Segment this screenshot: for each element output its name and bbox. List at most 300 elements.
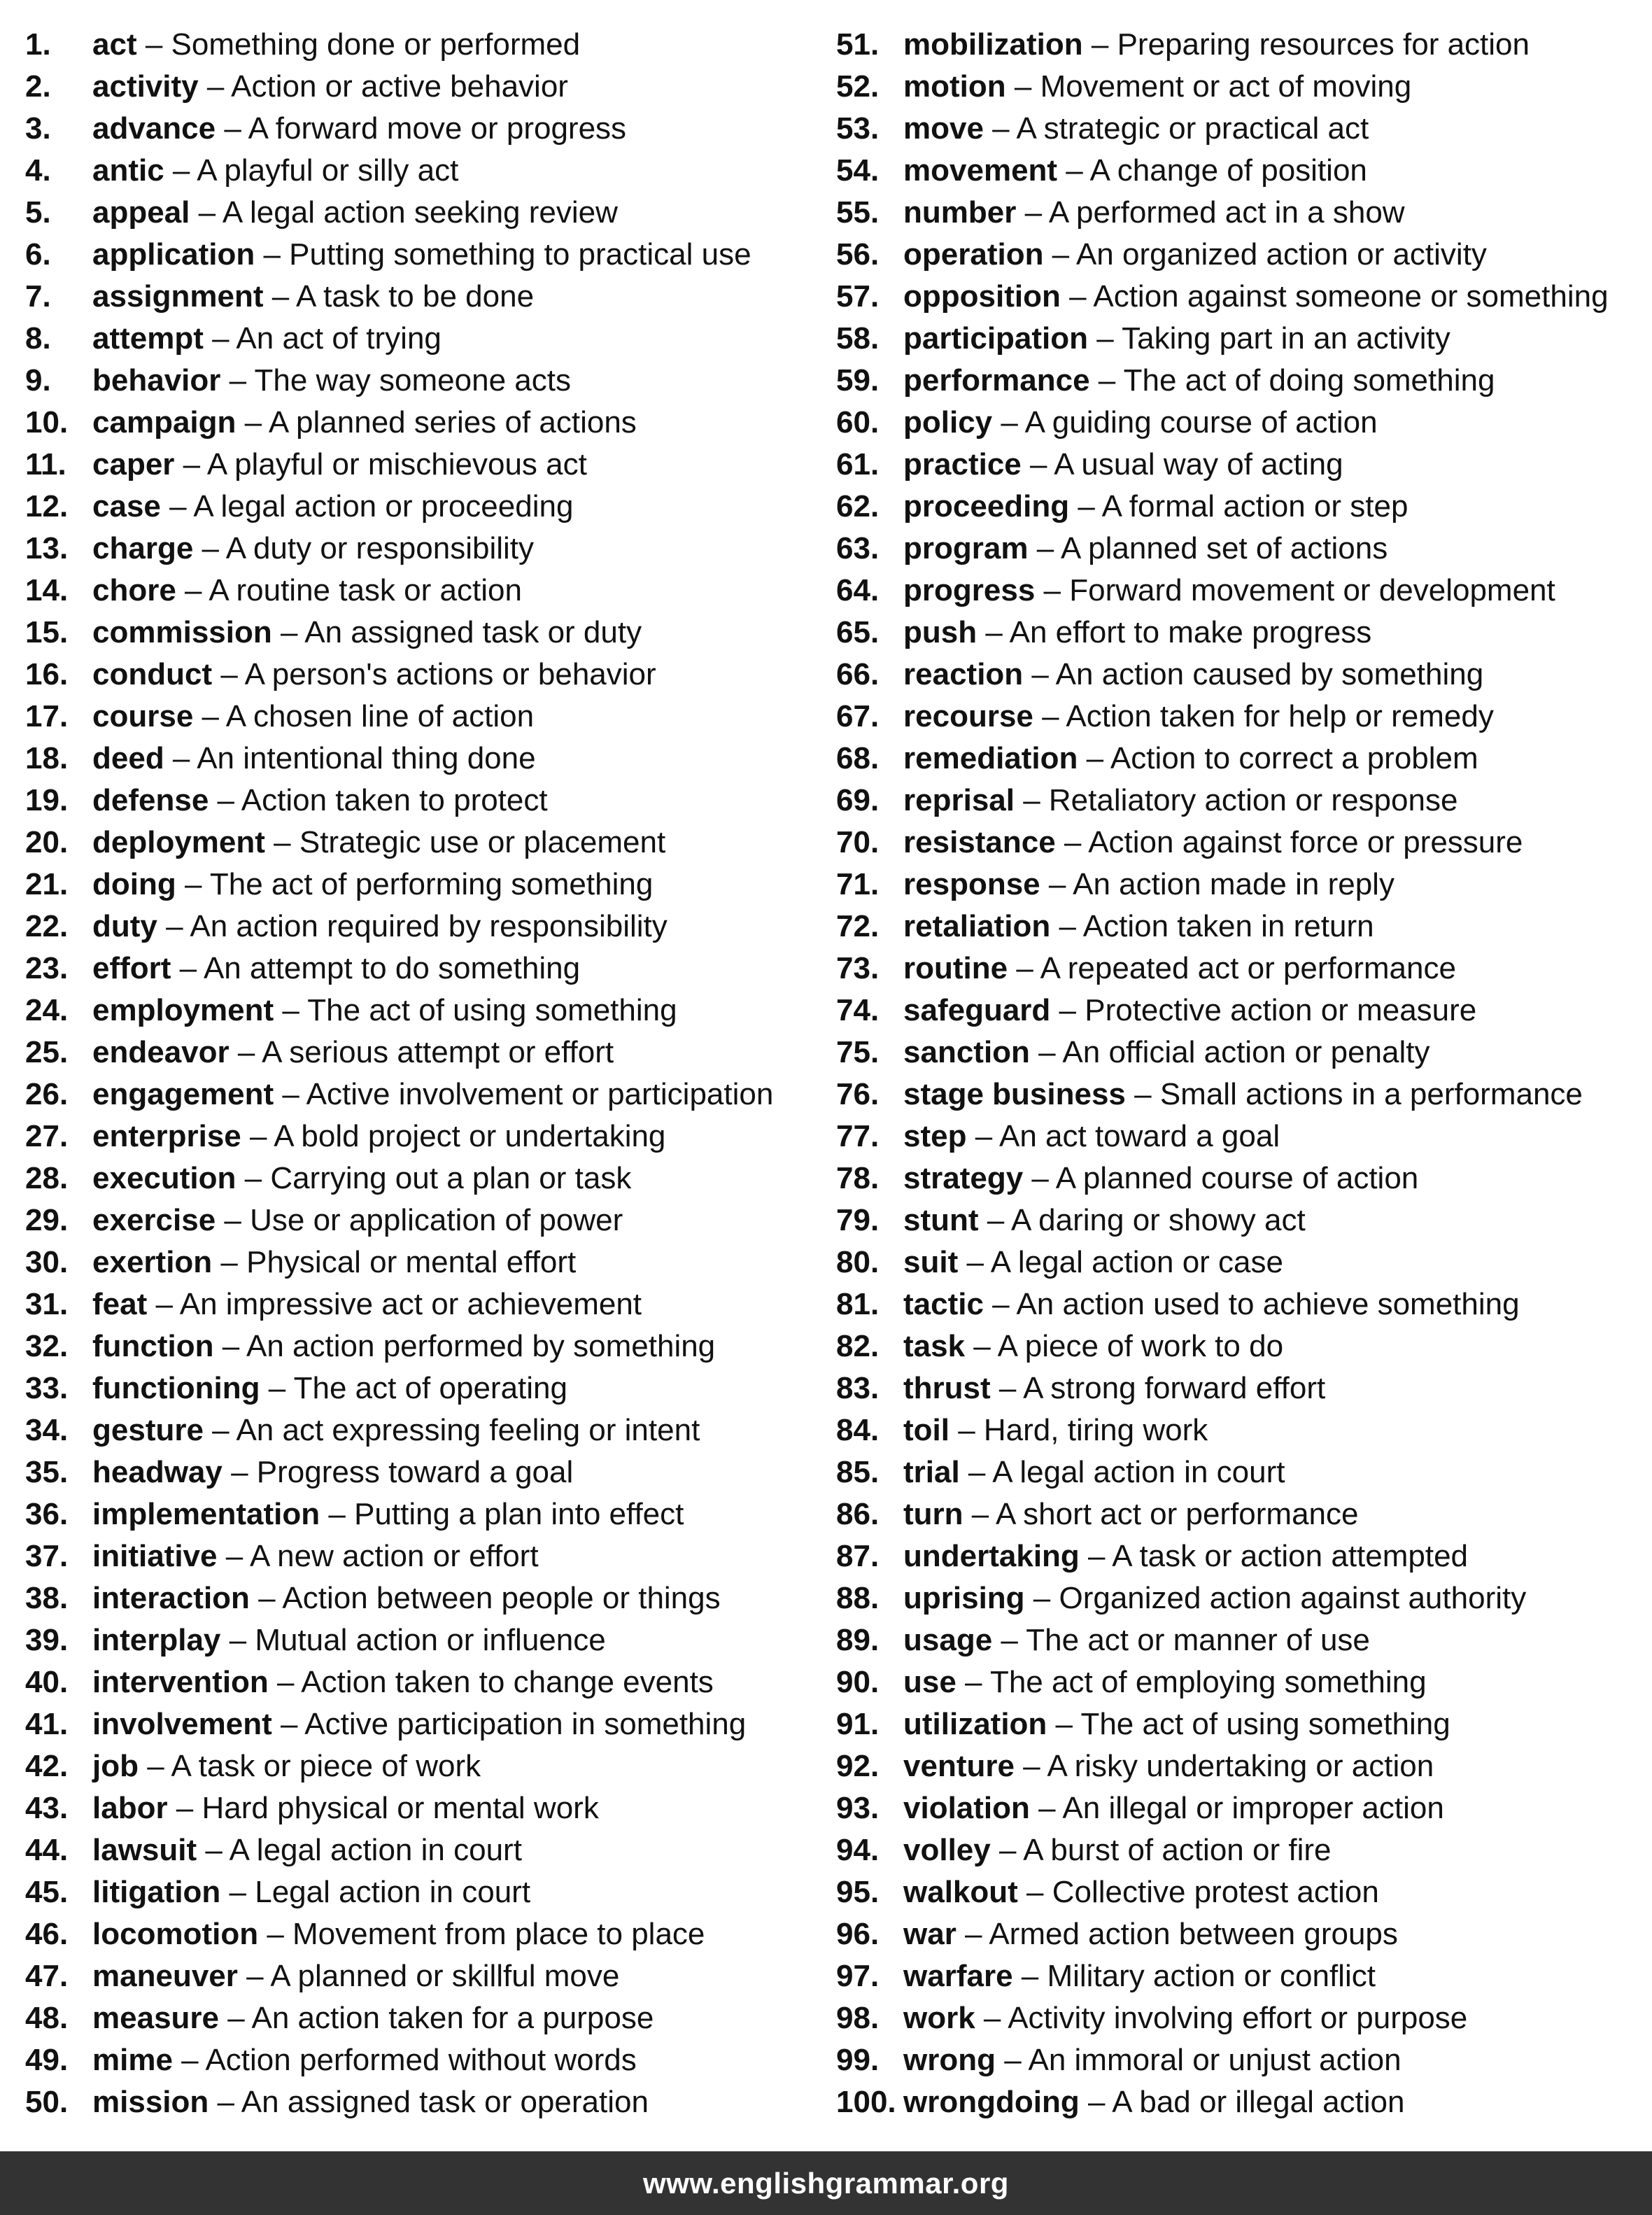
item-separator: –	[956, 1665, 990, 1699]
item-word: practice	[903, 447, 1022, 481]
list-item	[836, 1829, 1641, 1871]
item-separator: –	[198, 69, 232, 104]
item-word: exercise	[92, 1203, 216, 1237]
item-body	[92, 1661, 714, 1703]
item-separator: –	[959, 1455, 993, 1489]
list-item	[25, 1535, 816, 1577]
item-word: deployment	[92, 825, 265, 859]
list-item	[836, 2039, 1641, 2081]
item-separator: –	[236, 405, 269, 440]
list-item	[25, 1200, 816, 1242]
item-body	[903, 2081, 1405, 2123]
item-word: participation	[903, 321, 1089, 356]
item-word: routine	[903, 951, 1008, 985]
item-definition: Action taken for help or remedy	[1066, 699, 1494, 733]
item-definition: A daring or showy act	[1011, 1203, 1306, 1237]
list-item	[25, 1158, 816, 1200]
list-item	[25, 948, 816, 990]
item-separator: –	[176, 867, 210, 901]
item-word: tactic	[903, 1287, 984, 1321]
item-word: job	[92, 1749, 139, 1783]
item-number: 77.	[836, 1119, 880, 1153]
item-separator: –	[147, 1287, 180, 1321]
item-number: 81.	[836, 1287, 880, 1321]
item-number: 8.	[25, 321, 51, 356]
item-number: 50.	[25, 2085, 69, 2119]
item-body	[92, 822, 665, 864]
list-item	[25, 402, 816, 444]
item-word: reaction	[903, 657, 1024, 691]
list-item	[836, 192, 1641, 234]
item-separator: –	[1023, 657, 1056, 691]
item-word: walkout	[903, 1875, 1018, 1909]
item-separator: –	[990, 1371, 1024, 1405]
item-separator: –	[174, 447, 207, 481]
item-separator: –	[216, 111, 248, 146]
list-item	[25, 1997, 816, 2039]
list-item	[25, 24, 816, 66]
item-separator: –	[1050, 993, 1085, 1027]
item-word: mission	[92, 2085, 209, 2119]
item-body	[92, 1367, 567, 1409]
item-word: program	[903, 531, 1029, 565]
item-definition: The act or manner of use	[1026, 1623, 1370, 1657]
item-separator: –	[1079, 1539, 1113, 1573]
list-item	[25, 1619, 816, 1661]
item-word: assignment	[92, 279, 264, 314]
item-separator: –	[197, 1833, 230, 1867]
item-definition: Action against someone or something	[1093, 279, 1609, 314]
item-word: stunt	[903, 1203, 979, 1237]
item-definition: An action caused by something	[1055, 657, 1484, 691]
item-body	[903, 1787, 1444, 1829]
item-word: campaign	[92, 405, 236, 440]
item-definition: Carrying out a plan or task	[270, 1161, 632, 1195]
item-body	[92, 570, 522, 612]
item-number: 54.	[836, 153, 880, 188]
item-definition: A serious attempt or effort	[262, 1035, 614, 1069]
item-word: step	[903, 1119, 967, 1153]
item-number: 89.	[836, 1623, 880, 1657]
item-definition: A task to be done	[296, 279, 535, 314]
item-separator: –	[190, 195, 223, 230]
item-number: 55.	[836, 195, 880, 230]
item-separator: –	[271, 1707, 305, 1741]
list-item	[25, 2039, 816, 2081]
item-word: movement	[903, 153, 1058, 188]
item-definition: Action taken to change events	[301, 1665, 714, 1699]
list-item	[25, 780, 816, 822]
item-separator: –	[1078, 741, 1110, 775]
item-definition: Physical or mental effort	[246, 1245, 577, 1279]
item-definition: A legal action or proceeding	[193, 489, 574, 523]
item-body	[903, 360, 1495, 402]
item-word: work	[903, 2001, 975, 2035]
item-body	[903, 1703, 1450, 1745]
item-definition: Progress toward a goal	[256, 1455, 574, 1489]
item-word: violation	[903, 1791, 1030, 1825]
item-word: policy	[903, 405, 993, 440]
list-item	[25, 66, 816, 108]
item-body	[92, 150, 458, 192]
item-number: 78.	[836, 1161, 880, 1195]
item-definition: Military action or conflict	[1047, 1959, 1376, 1993]
item-separator: –	[1035, 573, 1070, 607]
list-item	[25, 1284, 816, 1326]
item-separator: –	[274, 1077, 306, 1111]
item-word: strategy	[903, 1161, 1024, 1195]
item-separator: –	[258, 1917, 293, 1951]
item-body	[92, 1158, 631, 1200]
list-item	[25, 1326, 816, 1367]
item-definition: A task or piece of work	[171, 1749, 481, 1783]
item-definition: Organized action against authority	[1059, 1581, 1527, 1615]
item-definition: An action required by responsibility	[190, 909, 668, 943]
item-body	[92, 1955, 619, 1997]
item-number: 3.	[25, 111, 51, 146]
item-definition: Action to correct a problem	[1110, 741, 1478, 775]
item-word: function	[92, 1329, 214, 1363]
item-definition: An illegal or improper action	[1062, 1791, 1444, 1825]
item-body	[903, 612, 1371, 654]
item-definition: An intentional thing done	[197, 741, 536, 775]
item-separator: –	[1029, 1035, 1063, 1069]
item-word: mobilization	[903, 27, 1083, 62]
item-body	[903, 906, 1374, 948]
item-body	[903, 1242, 1283, 1284]
item-definition: A planned series of actions	[268, 405, 637, 440]
item-word: implementation	[92, 1497, 320, 1531]
item-word: appeal	[92, 195, 190, 230]
item-number: 34.	[25, 1413, 69, 1447]
item-word: act	[92, 27, 137, 62]
item-word: endeavor	[92, 1035, 230, 1069]
item-body	[92, 1284, 642, 1326]
list-item	[836, 1326, 1641, 1367]
list-item	[836, 948, 1641, 990]
item-definition: A chosen line of action	[225, 699, 535, 733]
item-body	[92, 612, 642, 654]
item-separator: –	[271, 615, 305, 649]
item-definition: Hard, tiring work	[983, 1413, 1208, 1447]
item-separator: –	[220, 363, 255, 398]
list-item	[836, 1997, 1641, 2039]
item-body	[903, 1997, 1467, 2039]
list-item	[25, 654, 816, 696]
item-definition: The way someone acts	[254, 363, 571, 398]
item-word: engagement	[92, 1077, 274, 1111]
item-separator: –	[268, 1665, 302, 1699]
item-word: gesture	[92, 1413, 204, 1447]
item-separator: –	[1047, 1707, 1081, 1741]
item-number: 59.	[836, 363, 880, 398]
item-definition: The act of operating	[293, 1371, 567, 1405]
item-word: proceeding	[903, 489, 1070, 523]
item-definition: A burst of action or fire	[1023, 1833, 1332, 1867]
item-word: venture	[903, 1749, 1015, 1783]
item-definition: Something done or performed	[171, 27, 581, 62]
item-word: sanction	[903, 1035, 1030, 1069]
item-definition: Putting a plan into effect	[354, 1497, 684, 1531]
item-body	[92, 1745, 481, 1787]
item-word: mime	[92, 2043, 173, 2077]
list-item	[836, 486, 1641, 528]
list-item	[836, 696, 1641, 738]
item-definition: Putting something to practical use	[289, 237, 751, 272]
list-item	[25, 2081, 816, 2123]
list-item	[25, 150, 816, 192]
item-number: 60.	[836, 405, 880, 440]
item-body	[903, 402, 1378, 444]
list-item	[836, 1158, 1641, 1200]
item-separator: –	[1014, 1749, 1047, 1783]
item-separator: –	[975, 2001, 1008, 2035]
list-item	[25, 1955, 816, 1997]
item-number: 85.	[836, 1455, 880, 1489]
item-body	[92, 24, 580, 66]
item-word: exertion	[92, 1245, 213, 1279]
item-separator: –	[176, 573, 209, 607]
item-number: 43.	[25, 1791, 69, 1825]
item-number: 65.	[836, 615, 880, 649]
item-word: functioning	[92, 1371, 260, 1405]
item-number: 42.	[25, 1749, 69, 1783]
item-definition: An action made in reply	[1073, 867, 1395, 901]
list-item	[836, 24, 1641, 66]
item-separator: –	[1043, 237, 1076, 272]
item-definition: A formal action or step	[1101, 489, 1409, 523]
list-item	[836, 822, 1641, 864]
item-body	[903, 654, 1483, 696]
item-body	[903, 444, 1343, 486]
item-number: 30.	[25, 1245, 69, 1279]
item-number: 87.	[836, 1539, 880, 1573]
item-separator: –	[237, 1959, 271, 1993]
item-separator: –	[1033, 699, 1066, 733]
item-body	[92, 1535, 539, 1577]
list-item	[836, 1409, 1641, 1451]
list-item	[25, 1703, 816, 1745]
item-word: activity	[92, 69, 199, 104]
list-item	[836, 906, 1641, 948]
list-item	[25, 906, 816, 948]
item-number: 48.	[25, 2001, 69, 2035]
item-body	[903, 234, 1487, 276]
item-separator: –	[171, 951, 204, 985]
item-separator: –	[212, 1245, 247, 1279]
list-item	[25, 1451, 816, 1493]
item-definition: A planned course of action	[1055, 1161, 1419, 1195]
item-word: enterprise	[92, 1119, 241, 1153]
item-body	[92, 1703, 746, 1745]
item-number: 2.	[25, 69, 51, 104]
item-number: 13.	[25, 531, 69, 565]
item-definition: A strong forward effort	[1023, 1371, 1326, 1405]
item-definition: A forward move or progress	[248, 111, 627, 146]
item-word: uprising	[903, 1581, 1025, 1615]
list-item	[25, 696, 816, 738]
list-item	[25, 1493, 816, 1535]
item-separator: –	[978, 1203, 1012, 1237]
list-item	[25, 1409, 816, 1451]
item-definition: Preparing resources for action	[1117, 27, 1530, 62]
item-body	[92, 66, 568, 108]
item-word: wrongdoing	[903, 2085, 1080, 2119]
item-number: 14.	[25, 573, 69, 607]
item-body	[903, 780, 1457, 822]
item-number: 51.	[836, 27, 880, 62]
item-number: 40.	[25, 1665, 69, 1699]
item-separator: –	[1060, 279, 1094, 314]
item-separator: –	[1040, 867, 1073, 901]
list-item	[836, 1116, 1641, 1158]
item-word: undertaking	[903, 1539, 1080, 1573]
item-word: execution	[92, 1161, 236, 1195]
list-item	[836, 1535, 1641, 1577]
item-number: 90.	[836, 1665, 880, 1699]
list-item	[836, 990, 1641, 1032]
item-word: locomotion	[92, 1917, 259, 1951]
item-number: 23.	[25, 951, 69, 985]
item-separator: –	[1057, 153, 1090, 188]
item-definition: Movement or act of moving	[1040, 69, 1412, 104]
item-definition: The act of using something	[307, 993, 677, 1027]
website-url: www.englishgrammar.org	[643, 2166, 1009, 2200]
list-item	[25, 1787, 816, 1829]
item-definition: A playful or silly act	[197, 153, 459, 188]
item-number: 92.	[836, 1749, 880, 1783]
item-body	[903, 1829, 1331, 1871]
item-word: suit	[903, 1245, 959, 1279]
item-body	[903, 1871, 1379, 1913]
item-separator: –	[136, 27, 171, 62]
item-number: 28.	[25, 1161, 69, 1195]
item-word: course	[92, 699, 194, 733]
item-separator: –	[164, 153, 197, 188]
item-separator: –	[213, 1329, 247, 1363]
item-body	[92, 1074, 773, 1116]
item-word: employment	[92, 993, 274, 1027]
item-body	[903, 1577, 1526, 1619]
item-definition: Small actions in a performance	[1159, 1077, 1583, 1111]
item-number: 10.	[25, 405, 69, 440]
item-number: 19.	[25, 783, 69, 817]
item-body	[903, 1493, 1359, 1535]
list-item	[25, 738, 816, 780]
item-number: 47.	[25, 1959, 69, 1993]
item-number: 35.	[25, 1455, 69, 1489]
item-body	[903, 738, 1478, 780]
item-number: 83.	[836, 1371, 880, 1405]
list-item	[836, 1493, 1641, 1535]
item-number: 97.	[836, 1959, 880, 1993]
item-definition: Mutual action or influence	[255, 1623, 606, 1657]
item-number: 86.	[836, 1497, 880, 1531]
list-item	[836, 1200, 1641, 1242]
item-number: 96.	[836, 1917, 880, 1951]
list-item	[25, 570, 816, 612]
item-definition: Use or application of power	[250, 1203, 623, 1237]
item-number: 25.	[25, 1035, 69, 1069]
item-separator: –	[1014, 783, 1049, 817]
item-word: safeguard	[903, 993, 1051, 1027]
item-definition: An immoral or unjust action	[1028, 2043, 1402, 2077]
list-item	[836, 780, 1641, 822]
item-separator: –	[241, 1119, 274, 1153]
item-word: antic	[92, 153, 164, 188]
item-number: 76.	[836, 1077, 880, 1111]
item-definition: An action used to achieve something	[1016, 1287, 1520, 1321]
item-number: 6.	[25, 237, 51, 272]
item-definition: The act of performing something	[209, 867, 654, 901]
item-definition: A legal action or case	[990, 1245, 1283, 1279]
list-item	[836, 66, 1641, 108]
item-separator: –	[164, 741, 197, 775]
item-definition: An effort to make progress	[1009, 615, 1372, 649]
list-item	[836, 1703, 1641, 1745]
item-number: 71.	[836, 867, 880, 901]
item-number: 73.	[836, 951, 880, 985]
item-definition: Action taken to protect	[241, 783, 548, 817]
item-definition: An official action or penalty	[1062, 1035, 1430, 1069]
item-separator: –	[212, 657, 245, 691]
item-body	[903, 1116, 1280, 1158]
item-separator: –	[220, 1623, 255, 1657]
item-separator: –	[229, 1035, 262, 1069]
item-word: lawsuit	[92, 1833, 197, 1867]
item-body	[903, 864, 1395, 906]
item-body	[903, 528, 1388, 570]
item-number: 37.	[25, 1539, 69, 1573]
item-word: defense	[92, 783, 209, 817]
list-item	[836, 1284, 1641, 1326]
list-item	[25, 192, 816, 234]
item-body	[92, 948, 580, 990]
item-word: operation	[903, 237, 1044, 272]
item-word: remediation	[903, 741, 1078, 775]
item-word: attempt	[92, 321, 204, 356]
item-body	[903, 1409, 1208, 1451]
item-definition: An organized action or activity	[1075, 237, 1487, 272]
item-word: resistance	[903, 825, 1056, 859]
item-word: duty	[92, 909, 157, 943]
right-column	[836, 24, 1641, 2123]
item-separator: –	[995, 2043, 1029, 2077]
item-number: 4.	[25, 153, 51, 188]
item-word: feat	[92, 1287, 148, 1321]
item-word: conduct	[92, 657, 213, 691]
item-body	[92, 696, 534, 738]
item-word: usage	[903, 1623, 993, 1657]
item-number: 61.	[836, 447, 880, 481]
item-definition: An attempt to do something	[203, 951, 581, 985]
item-number: 9.	[25, 363, 51, 398]
item-word: retaliation	[903, 909, 1051, 943]
list-item	[25, 1829, 816, 1871]
item-word: motion	[903, 69, 1006, 104]
item-word: caper	[92, 447, 175, 481]
item-definition: Legal action in court	[255, 1875, 531, 1909]
footer-bar	[0, 2151, 1652, 2215]
list-item	[25, 1367, 816, 1409]
item-separator: –	[1055, 825, 1089, 859]
item-word: deed	[92, 741, 164, 775]
list-item	[836, 1745, 1641, 1787]
item-separator: –	[1016, 195, 1049, 230]
item-number: 33.	[25, 1371, 69, 1405]
item-separator: –	[219, 2001, 252, 2035]
item-body	[92, 234, 751, 276]
